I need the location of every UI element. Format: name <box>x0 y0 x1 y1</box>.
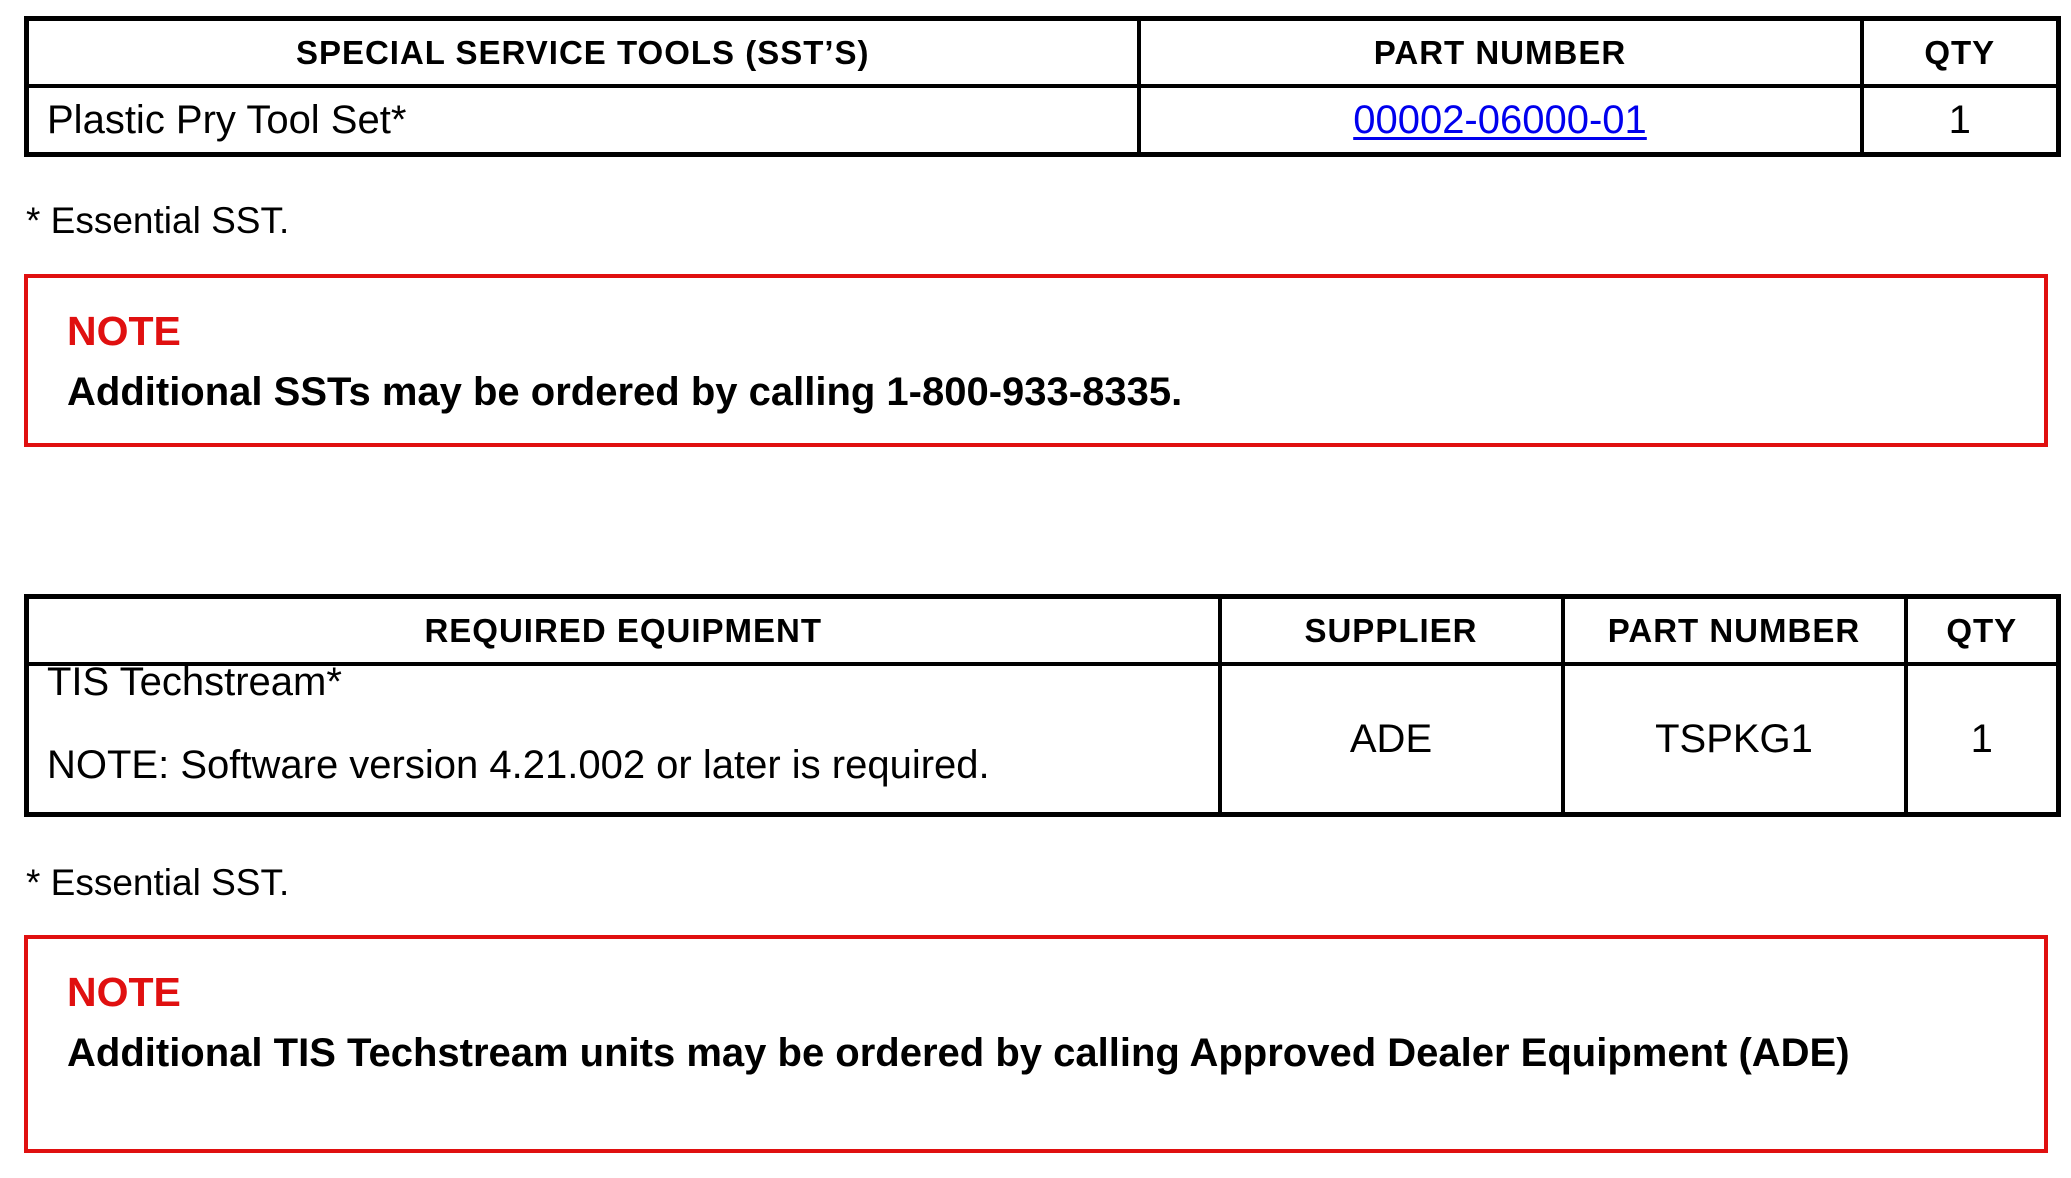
sst-header-qty: QTY <box>1862 19 2059 87</box>
sst-header-tool: SPECIAL SERVICE TOOLS (SST’S) <box>27 19 1139 87</box>
equipment-header-part-number: PART NUMBER <box>1563 597 1906 665</box>
equipment-header-supplier: SUPPLIER <box>1220 597 1563 665</box>
sst-footnote: * Essential SST. <box>26 200 290 241</box>
equipment-header-qty: QTY <box>1906 597 2059 665</box>
note-text: Additional SSTs may be ordered by calling 1-800-933-8335. <box>67 370 1183 414</box>
sst-qty: 1 <box>1862 86 2059 155</box>
note-title: NOTE <box>67 969 181 1015</box>
sst-part-number-cell <box>1139 86 1862 155</box>
equipment-supplier: ADE <box>1220 664 1563 815</box>
note-box <box>24 935 2048 1153</box>
equipment-part-number: TSPKG1 <box>1563 664 1906 815</box>
sst-header-row <box>27 19 2059 87</box>
table-row <box>27 664 2059 815</box>
sst-tool-name: Plastic Pry Tool Set* <box>27 86 1139 155</box>
note-title: NOTE <box>67 308 181 354</box>
sst-part-number-link[interactable]: 00002-06000-01 <box>1353 97 1647 142</box>
equipment-table <box>24 594 2061 817</box>
equipment-footnote: * Essential SST. <box>26 862 290 903</box>
equipment-name: TIS Techstream* <box>47 660 342 704</box>
sst-table <box>24 16 2061 157</box>
note-box <box>24 274 2048 447</box>
equipment-software-note: NOTE: Software version 4.21.002 or later is required. <box>47 743 990 787</box>
equipment-description-cell <box>27 660 1220 815</box>
table-row <box>27 86 2059 155</box>
equipment-header-row <box>27 597 2059 665</box>
equipment-qty: 1 <box>1906 664 2059 815</box>
equipment-header-name: REQUIRED EQUIPMENT <box>27 597 1220 665</box>
note-text: Additional TIS Techstream units may be ordered by calling Approved Dealer Equipment (ADE) <box>67 1031 1850 1075</box>
sst-header-part-number: PART NUMBER <box>1139 19 1862 87</box>
